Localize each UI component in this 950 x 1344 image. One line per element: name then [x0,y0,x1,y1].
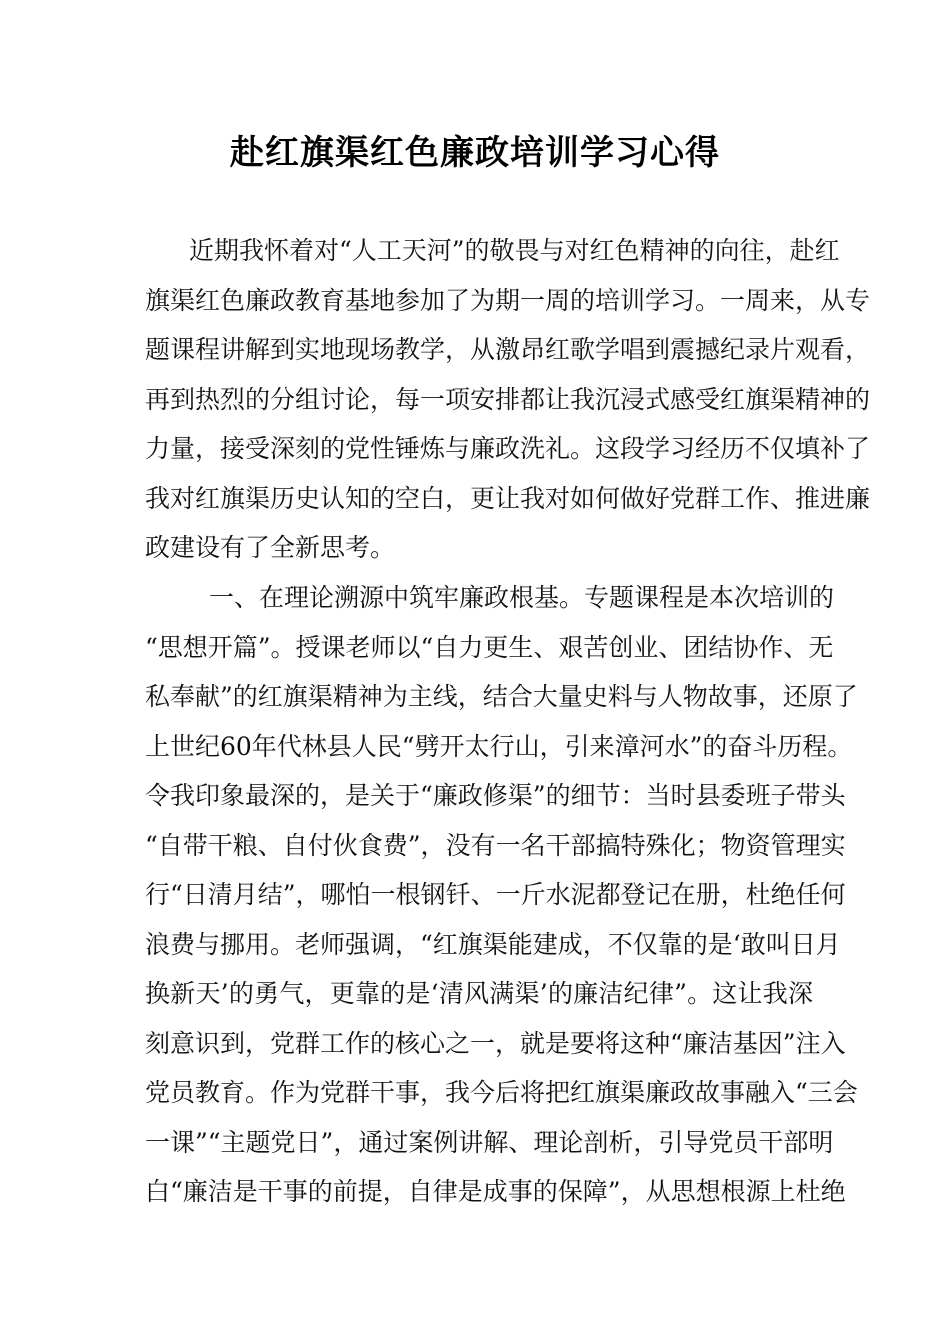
text-line: “自带干粮、自付伙食费”，没有一名干部搞特殊化；物资管理实 [145,830,846,860]
text-line: 上世纪60年代林县人民“劈开太行山，引来漳河水”的奋斗历程。 [145,731,853,761]
text-line: 换新天’的勇气，更靠的是‘清风满渠’的廉洁纪律”。这让我深 [145,979,813,1008]
text-line: 我对红旗渠历史认知的空白，更让我对如何做好党群工作、推进廉 [145,483,871,513]
text-line: 旗渠红色廉政教育基地参加了为期一周的培训学习。一周来，从专 [145,285,871,315]
text-line: 题课程讲解到实地现场教学，从激昂红歌学唱到震撼纪录片观看， [145,335,871,364]
text-line: 行“日清月结”，哪怕一根钢钎、一斤水泥都登记在册，杜绝任何 [145,880,846,909]
text-line: 令我印象最深的，是关于“廉政修渠”的细节：当时县委班子带头 [145,781,846,810]
document-title: 赴红旗渠红色廉政培训学习心得 [230,133,720,173]
text-line: 浪费与挪用。老师强调，“红旗渠能建成，不仅靠的是‘敢叫日月 [145,929,841,959]
text-line: 力量，接受深刻的党性锤炼与廉政洗礼。这段学习经历不仅填补了 [145,434,871,463]
text-line: “思想开篇”。授课老师以“自力更生、艰苦创业、团结协作、无 [145,632,834,662]
text-line: 一课”“主题党日”，通过案例讲解、理论剖析，引导党员干部明 [145,1127,834,1157]
paragraph-intro [145,226,871,573]
text-line: 政建设有了全新思考。 [145,533,396,562]
text-line: 党员教育。作为党群干事，我今后将把红旗渠廉政故事融入“三会 [145,1078,858,1107]
paragraph-section-one [145,573,858,1217]
text-line: 私奉献”的红旗渠精神为主线，结合大量史料与人物故事，还原了 [145,682,858,711]
text-line: 刻意识到，党群工作的核心之一，就是要将这种“廉洁基因”注入 [145,1028,846,1058]
text-line: 一、在理论溯源中筑牢廉政根基。专题课程是本次培训的 [209,583,835,612]
text-line: 白“廉洁是干事的前提，自律是成事的保障”，从思想根源上杜绝 [145,1177,846,1206]
text-line: 近期我怀着对“人工天河”的敬畏与对红色精神的向往，赴红 [189,236,840,265]
text-line: 再到热烈的分组讨论，每一项安排都让我沉浸式感受红旗渠精神的 [145,384,871,414]
